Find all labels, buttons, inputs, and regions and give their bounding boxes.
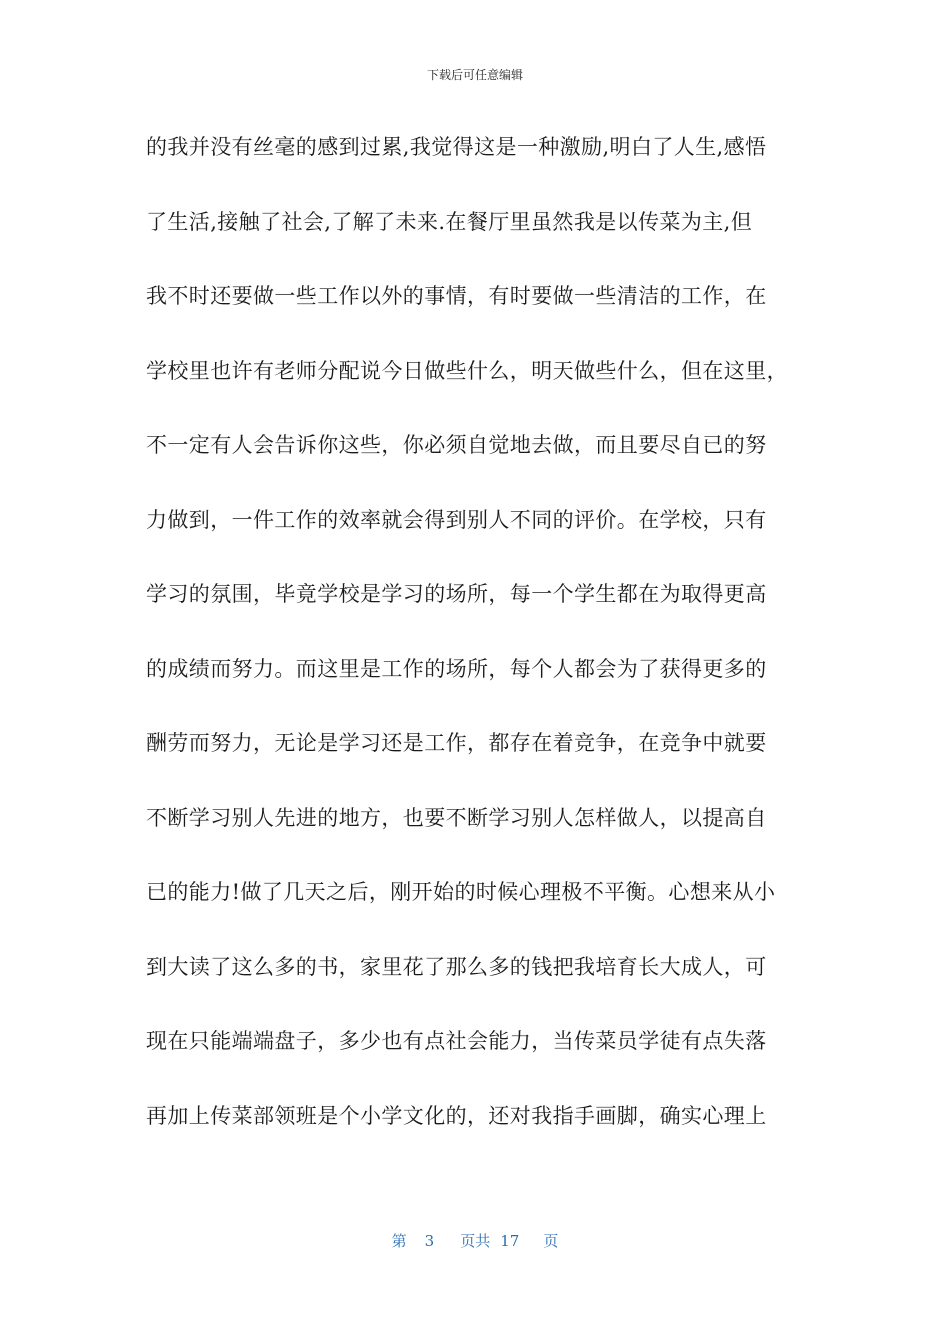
- page-header: 下载后可任意编辑: [426, 68, 523, 82]
- body-text: [146, 128, 806, 1171]
- text-line: 了生活,接触了社会,了解了未来.在餐厅里虽然我是以传菜为主,但: [146, 209, 753, 234]
- text-line: 我不时还要做一些工作以外的事情，有时要做一些清洁的工作，在: [146, 284, 767, 308]
- text-line: 学习的氛围，毕竟学校是学习的场所，每一个学生都在为取得更高: [146, 582, 767, 606]
- text-line: 的我并没有丝毫的感到过累,我觉得这是一种激励,明白了人生,感悟: [146, 135, 767, 159]
- text-line: 不断学习别人先进的地方，也要不断学习别人怎样做人，以提高自: [146, 805, 767, 830]
- page-label-suffix: 页: [543, 1232, 559, 1250]
- page-footer: [0, 1230, 950, 1251]
- total-pages-number: 17: [500, 1232, 520, 1250]
- page-label-mid: 页共: [460, 1232, 491, 1250]
- text-line: 现在只能端端盘子，多少也有点社会能力，当传菜员学徒有点失落: [146, 1029, 767, 1053]
- current-page-number: 3: [424, 1232, 435, 1250]
- text-line: 的成绩而努力。而这里是工作的场所，每个人都会为了获得更多的: [146, 656, 767, 681]
- text-line: 已的能力!做了几天之后，刚开始的时候心理极不平衡。心想来从小: [146, 880, 776, 904]
- text-line: 不一定有人会告诉你这些，你必须自觉地去做，而且要尽自已的努: [146, 433, 767, 457]
- text-line: 酬劳而努力，无论是学习还是工作，都存在着竞争，在竞争中就要: [146, 731, 767, 755]
- text-line: 学校里也许有老师分配说今日做些什么，明天做些什么，但在这里，: [146, 358, 788, 383]
- text-line: 到大读了这么多的书，家里花了那么多的钱把我培育长大成人，可: [146, 954, 767, 979]
- text-line: 再加上传菜部领班是个小学文化的，还对我指手画脚，确实心理上: [146, 1103, 767, 1128]
- page-label-prefix: 第: [391, 1232, 407, 1250]
- text-line: 力做到，一件工作的效率就会得到别人不同的评价。在学校，只有: [146, 507, 767, 532]
